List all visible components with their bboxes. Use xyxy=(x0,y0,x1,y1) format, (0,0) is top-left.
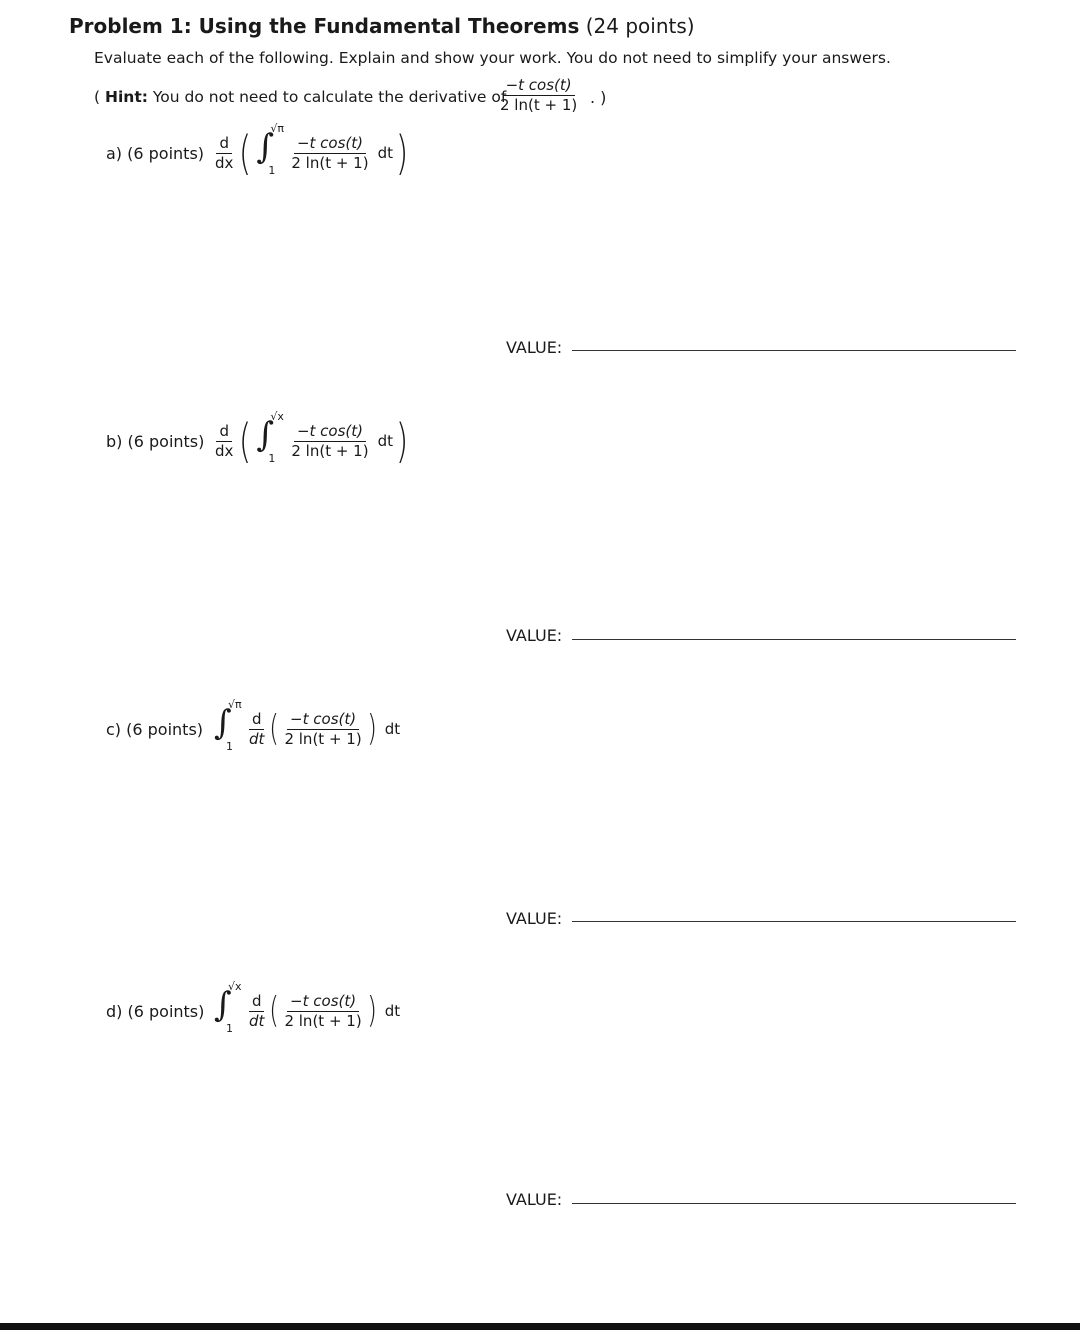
lower-limit: 1 xyxy=(268,164,276,177)
part-a-expression xyxy=(212,122,411,180)
part-b-expression xyxy=(212,410,411,468)
dt-symbol: dt xyxy=(249,1011,265,1030)
lower-limit: 1 xyxy=(226,740,233,753)
integrand-num: −t cos(t) xyxy=(294,135,366,154)
problem-title xyxy=(69,14,695,38)
integral-sign: ∫ √x 1 xyxy=(214,980,242,1035)
lower-limit: 1 xyxy=(226,1022,233,1035)
integrand-den: 2 ln(t + 1) xyxy=(284,729,362,748)
close-paren: ) xyxy=(366,708,377,749)
upper-limit: √π xyxy=(228,698,242,711)
upper-limit: √x xyxy=(228,980,242,993)
integrand-num: −t cos(t) xyxy=(294,423,366,442)
part-a-answer-line[interactable] xyxy=(572,350,1016,351)
close-paren: ) xyxy=(366,990,377,1031)
part-c-expression xyxy=(212,698,401,754)
hint-fraction xyxy=(497,77,580,113)
integrand-den: 2 ln(t + 1) xyxy=(284,1011,362,1030)
dt-symbol: dt xyxy=(249,729,265,748)
part-b-value-label: VALUE: xyxy=(506,626,563,645)
upper-limit: √π xyxy=(270,122,284,135)
integral-sign: ∫ √x 1 xyxy=(256,410,284,465)
hint-label: Hint: xyxy=(105,88,148,106)
dt-symbol: dt xyxy=(377,144,393,162)
dt-symbol: dt xyxy=(384,720,401,738)
open-paren: ( xyxy=(269,990,280,1031)
d-symbol: d xyxy=(216,135,232,154)
lower-limit: 1 xyxy=(268,452,276,465)
part-c-answer-line[interactable] xyxy=(572,921,1016,922)
dx-symbol: dx xyxy=(215,153,234,172)
part-c-label: c) (6 points) xyxy=(106,720,204,739)
part-d-value-label: VALUE: xyxy=(506,1190,563,1209)
hint-open: ( xyxy=(94,88,101,106)
part-d-answer-line[interactable] xyxy=(572,1203,1016,1204)
hint-frac-den: 2 ln(t + 1) xyxy=(500,95,578,114)
problem-title-bold: Problem 1: Using the Fundamental Theorems xyxy=(69,14,580,38)
part-d-label: d) (6 points) xyxy=(106,1002,205,1021)
d-symbol: d xyxy=(249,711,265,730)
integrand-num: −t cos(t) xyxy=(287,993,359,1012)
open-paren: ( xyxy=(239,414,252,468)
d-symbol: d xyxy=(216,423,232,442)
hint-text: You do not need to calculate the derivative of xyxy=(152,88,507,106)
close-paren: ) xyxy=(395,126,409,180)
instructions: Evaluate each of the following. Explain and show your work. You do not need to simplify your answers. xyxy=(94,49,891,67)
dx-symbol: dx xyxy=(215,441,234,460)
integrand-den: 2 ln(t + 1) xyxy=(291,153,369,172)
problem-points: (24 points) xyxy=(585,14,695,38)
bottom-border xyxy=(0,1323,1080,1330)
dt-symbol: dt xyxy=(384,1002,401,1020)
d-symbol: d xyxy=(249,993,265,1012)
upper-limit: √x xyxy=(270,410,284,423)
part-b-answer-line[interactable] xyxy=(572,639,1016,640)
hint-close: . ) xyxy=(590,88,607,107)
part-b-label: b) (6 points) xyxy=(106,432,205,451)
integrand-num: −t cos(t) xyxy=(287,711,359,730)
integral-sign: ∫ √π 1 xyxy=(214,698,242,753)
part-a-label: a) (6 points) xyxy=(106,144,205,163)
integral-sign: ∫ √π 1 xyxy=(256,122,284,177)
part-d-expression xyxy=(212,980,401,1036)
close-paren: ) xyxy=(395,414,409,468)
dt-symbol: dt xyxy=(377,432,393,450)
part-c-value-label: VALUE: xyxy=(506,909,563,928)
hint-frac-num: −t cos(t) xyxy=(503,77,575,96)
part-a-value-label: VALUE: xyxy=(506,338,563,357)
open-paren: ( xyxy=(239,126,252,180)
integrand-den: 2 ln(t + 1) xyxy=(291,441,369,460)
hint xyxy=(94,88,506,106)
open-paren: ( xyxy=(269,708,280,749)
